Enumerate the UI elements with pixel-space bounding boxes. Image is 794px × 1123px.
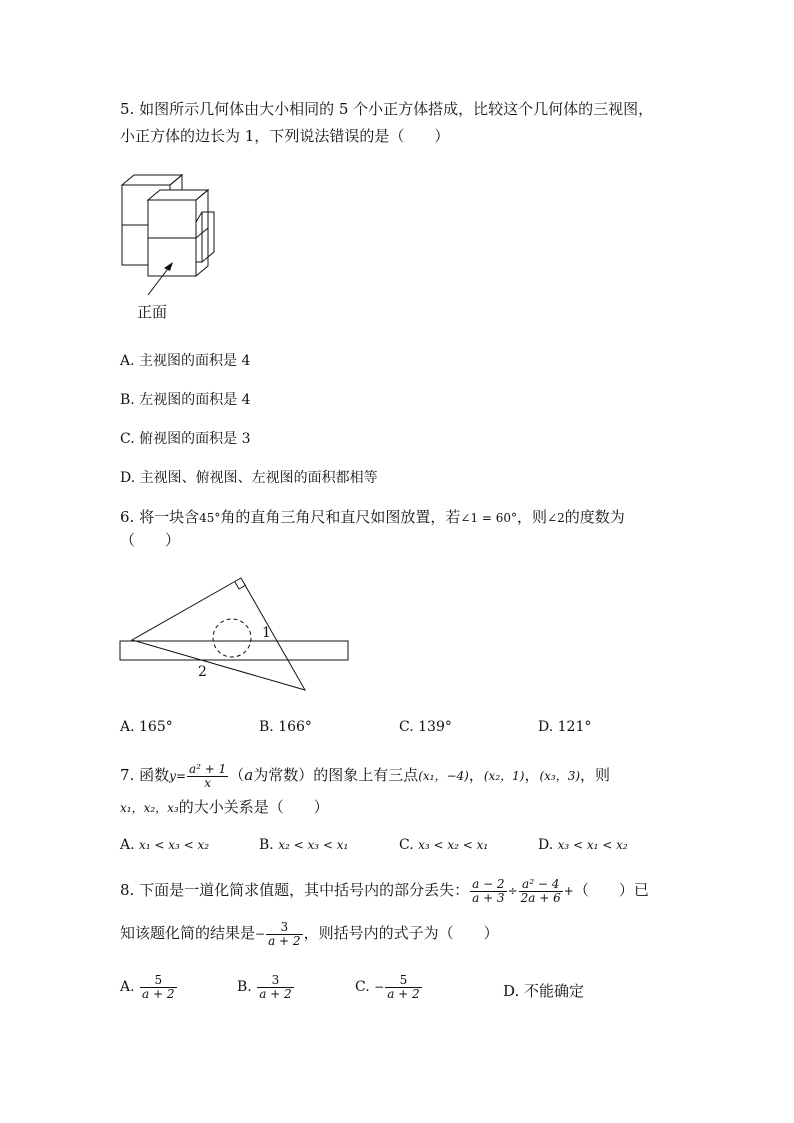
- option-value: 165°: [139, 719, 173, 735]
- q7-a: a: [244, 766, 254, 784]
- q6-option-a: [120, 718, 173, 736]
- triangle-ruler-figure: [118, 573, 358, 693]
- option-letter: B.: [237, 979, 252, 995]
- option-letter: A.: [120, 979, 135, 995]
- option-letter: A.: [120, 837, 135, 853]
- q7-vars: x₁，x₂，x₃: [120, 801, 179, 815]
- q8-line2: [120, 916, 499, 951]
- set-square: [132, 578, 305, 690]
- frac-den: a + 2: [387, 986, 420, 1001]
- option-expr: x₃ < x₁ < x₂: [557, 838, 628, 852]
- q7-tail: ，则: [580, 766, 611, 784]
- q6-angle2: ∠2: [547, 511, 565, 525]
- q7-line1: [120, 760, 610, 791]
- q7-option-b: [259, 836, 348, 854]
- q7-sep: ，: [468, 766, 484, 784]
- frac-den: a + 2: [259, 986, 292, 1001]
- front-label: 正面: [137, 303, 168, 321]
- q6-line1: [120, 508, 625, 527]
- option-letter: C.: [399, 719, 414, 735]
- option-expr: x₂ < x₃ < x₁: [278, 838, 349, 852]
- option-value: 166°: [278, 719, 312, 735]
- q8-fraction-1: [470, 878, 506, 905]
- q6-text-b: 角的直角三角尺和直尺如图放置，若: [220, 508, 461, 526]
- q8-line1-text: 8. 下面是一道化简求值题，其中括号内的部分丢失：: [120, 881, 470, 899]
- cube-stack-figure: [118, 170, 218, 290]
- frac-num: a − 2: [472, 876, 505, 891]
- q6-line2: （ ）: [120, 531, 181, 549]
- q7-eq: =: [175, 769, 186, 783]
- q6-angle-condition: ∠1 = 60°: [460, 511, 518, 525]
- q6-text-d: 的度数为: [564, 508, 625, 526]
- frac-den: a + 2: [268, 933, 301, 948]
- frac-num: a² − 4: [519, 878, 563, 892]
- q8-line1: [120, 873, 649, 908]
- q5-option-a: A. 主视图的面积是 4: [120, 353, 251, 369]
- q6-option-c: [399, 718, 452, 736]
- q7-option-d: [538, 836, 628, 854]
- q8-paren: （ ）已: [573, 881, 649, 899]
- q7-paren-b: 为常数）的图象上有三点: [253, 766, 419, 784]
- option-fraction: [140, 974, 176, 1001]
- q6-deg45: 45°: [199, 511, 221, 525]
- option-letter: B.: [259, 719, 274, 735]
- q8-option-a: [120, 970, 178, 1004]
- frac-den: 2a + 6: [520, 890, 561, 905]
- q5-option-d: D. 主视图、俯视图、左视图的面积都相等: [120, 470, 378, 486]
- q5-line1: 5. 如图所示几何体由大小相同的 5 个小正方体搭成，比较这个几何体的三视图，: [120, 100, 654, 118]
- option-letter: B.: [259, 837, 274, 853]
- q8-minus: −: [255, 927, 266, 941]
- q8-option-d: D. 不能确定: [503, 982, 585, 1000]
- option-value: 139°: [418, 719, 452, 735]
- q7-paren-a: （: [229, 766, 245, 784]
- q6-option-b: [259, 718, 312, 736]
- frac-num: 3: [266, 921, 302, 935]
- q7-point1: (x₁，−4): [418, 769, 469, 783]
- q6-text-a: 6. 将一块含: [120, 508, 200, 526]
- frac-num: 3: [257, 974, 293, 988]
- q7-num: a² + 1: [188, 761, 227, 776]
- q8-option-b: [237, 970, 295, 1004]
- option-letter: C.: [399, 837, 414, 853]
- option-value: 121°: [557, 719, 592, 735]
- option-expr: x₁ < x₃ < x₂: [139, 838, 210, 852]
- q6-text-c: ，则: [517, 508, 548, 526]
- q7-sep: ，: [524, 766, 540, 784]
- option-fraction: [385, 974, 421, 1001]
- frac-den: a + 3: [472, 890, 505, 905]
- q5-option-b: B. 左视图的面积是 4: [120, 392, 251, 408]
- q7-line2: [120, 798, 329, 817]
- q8-line2-b: ，则括号内的式子为（ ）: [303, 924, 499, 942]
- q7-point2: (x₂，1): [483, 769, 525, 783]
- option-letter: A.: [120, 719, 135, 735]
- q5-line2: 小正方体的边长为 1，下列说法错误的是（ ）: [120, 127, 450, 145]
- ruler: [120, 641, 348, 660]
- option-expr: x₃ < x₂ < x₁: [418, 838, 489, 852]
- q8-result-fraction: [266, 921, 302, 948]
- q7-den: x: [204, 775, 211, 790]
- q7-option-c: [399, 836, 488, 854]
- q7-function-fraction: [187, 763, 228, 790]
- q7-option-a: [120, 836, 209, 854]
- q8-option-c: [355, 970, 423, 1004]
- frac-num: 5: [385, 974, 421, 988]
- frac-den: a + 2: [142, 986, 175, 1001]
- option-fraction: [257, 974, 293, 1001]
- q8-plus: +: [563, 884, 574, 898]
- angle-1-label: 1: [262, 625, 271, 641]
- q7-y: y: [169, 769, 176, 783]
- q5-option-c: C. 俯视图的面积是 3: [120, 431, 251, 447]
- option-letter: C.: [355, 979, 370, 995]
- q8-line2-a: 知该题化简的结果是: [120, 924, 256, 942]
- q8-div: ÷: [507, 884, 518, 898]
- option-letter: D.: [538, 837, 554, 853]
- q7-prefix: 7. 函数: [120, 766, 170, 784]
- q6-option-d: [538, 718, 591, 736]
- q7-point3: (x₃，3): [539, 769, 581, 783]
- q7-line2-text: 的大小关系是（ ）: [178, 798, 329, 816]
- option-letter: D.: [538, 719, 554, 735]
- option-sign: −: [374, 980, 385, 994]
- frac-num: 5: [140, 974, 176, 988]
- angle-2-label: 2: [198, 664, 207, 680]
- q8-fraction-2: [519, 878, 563, 905]
